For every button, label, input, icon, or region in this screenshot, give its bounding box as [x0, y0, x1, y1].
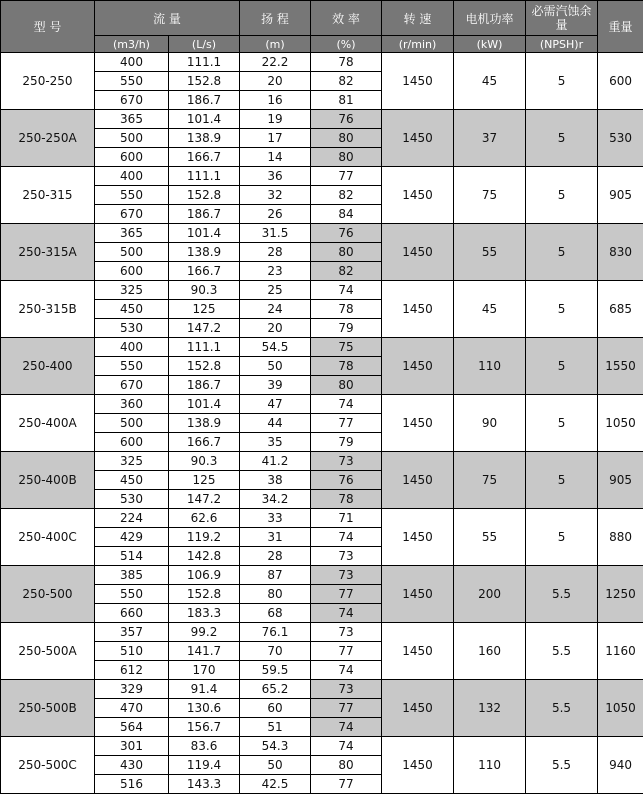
- flow-ls-cell: 125: [169, 300, 240, 319]
- unit-npsh: (NPSH)r: [526, 36, 598, 53]
- speed-cell: 1450: [382, 452, 454, 509]
- efficiency-cell: 73: [311, 566, 382, 585]
- model-cell: 250-500: [1, 566, 95, 623]
- table-row: [1, 566, 643, 585]
- head-cell: 41.2: [240, 452, 311, 471]
- flow-m3h-cell: 500: [95, 414, 169, 433]
- table-row: [1, 680, 643, 699]
- head-cell: 39: [240, 376, 311, 395]
- flow-m3h-cell: 301: [95, 737, 169, 756]
- efficiency-cell: 77: [311, 642, 382, 661]
- head-cell: 16: [240, 91, 311, 110]
- flow-m3h-cell: 550: [95, 186, 169, 205]
- efficiency-cell: 77: [311, 775, 382, 794]
- efficiency-cell: 78: [311, 357, 382, 376]
- head-cell: 42.5: [240, 775, 311, 794]
- flow-ls-cell: 119.2: [169, 528, 240, 547]
- flow-m3h-cell: 450: [95, 471, 169, 490]
- flow-ls-cell: 147.2: [169, 319, 240, 338]
- npsh-cell: 5: [526, 509, 598, 566]
- model-cell: 250-250: [1, 53, 95, 110]
- npsh-cell: 5.5: [526, 737, 598, 794]
- model-cell: 250-400: [1, 338, 95, 395]
- flow-m3h-cell: 400: [95, 53, 169, 72]
- head-cell: 47: [240, 395, 311, 414]
- flow-ls-cell: 156.7: [169, 718, 240, 737]
- efficiency-cell: 77: [311, 585, 382, 604]
- npsh-cell: 5: [526, 452, 598, 509]
- unit-row: [1, 36, 643, 53]
- flow-m3h-cell: 514: [95, 547, 169, 566]
- flow-m3h-cell: 357: [95, 623, 169, 642]
- flow-m3h-cell: 224: [95, 509, 169, 528]
- header-row: [1, 1, 643, 36]
- weight-cell: 1050: [598, 395, 643, 452]
- efficiency-cell: 82: [311, 186, 382, 205]
- weight-cell: 940: [598, 737, 643, 794]
- speed-cell: 1450: [382, 110, 454, 167]
- efficiency-cell: 75: [311, 338, 382, 357]
- model-cell: 250-500A: [1, 623, 95, 680]
- efficiency-cell: 79: [311, 319, 382, 338]
- flow-m3h-cell: 600: [95, 148, 169, 167]
- power-cell: 200: [454, 566, 526, 623]
- efficiency-cell: 82: [311, 72, 382, 91]
- flow-ls-cell: 130.6: [169, 699, 240, 718]
- flow-ls-cell: 111.1: [169, 167, 240, 186]
- efficiency-cell: 74: [311, 604, 382, 623]
- efficiency-cell: 71: [311, 509, 382, 528]
- unit-head: (m): [240, 36, 311, 53]
- head-cell: 60: [240, 699, 311, 718]
- head-cell: 65.2: [240, 680, 311, 699]
- head-cell: 14: [240, 148, 311, 167]
- flow-m3h-cell: 516: [95, 775, 169, 794]
- model-cell: 250-315B: [1, 281, 95, 338]
- npsh-cell: 5: [526, 281, 598, 338]
- power-cell: 37: [454, 110, 526, 167]
- speed-cell: 1450: [382, 338, 454, 395]
- model-cell: 250-315A: [1, 224, 95, 281]
- flow-m3h-cell: 600: [95, 262, 169, 281]
- head-cell: 31: [240, 528, 311, 547]
- header-speed: 转 速: [382, 1, 454, 36]
- head-cell: 51: [240, 718, 311, 737]
- npsh-cell: 5.5: [526, 566, 598, 623]
- flow-m3h-cell: 564: [95, 718, 169, 737]
- efficiency-cell: 74: [311, 661, 382, 680]
- weight-cell: 830: [598, 224, 643, 281]
- power-cell: 55: [454, 509, 526, 566]
- flow-ls-cell: 62.6: [169, 509, 240, 528]
- table-row: [1, 281, 643, 300]
- flow-m3h-cell: 385: [95, 566, 169, 585]
- weight-cell: 880: [598, 509, 643, 566]
- model-cell: 250-500C: [1, 737, 95, 794]
- flow-m3h-cell: 550: [95, 72, 169, 91]
- weight-cell: 905: [598, 452, 643, 509]
- head-cell: 50: [240, 756, 311, 775]
- model-cell: 250-500B: [1, 680, 95, 737]
- speed-cell: 1450: [382, 509, 454, 566]
- flow-m3h-cell: 430: [95, 756, 169, 775]
- header-weight: 重量: [598, 1, 643, 53]
- head-cell: 76.1: [240, 623, 311, 642]
- speed-cell: 1450: [382, 167, 454, 224]
- flow-m3h-cell: 329: [95, 680, 169, 699]
- flow-m3h-cell: 550: [95, 357, 169, 376]
- speed-cell: 1450: [382, 224, 454, 281]
- flow-m3h-cell: 365: [95, 110, 169, 129]
- unit-speed: (r/min): [382, 36, 454, 53]
- header-efficiency: 效 率: [311, 1, 382, 36]
- head-cell: 17: [240, 129, 311, 148]
- table-row: [1, 338, 643, 357]
- head-cell: 26: [240, 205, 311, 224]
- speed-cell: 1450: [382, 395, 454, 452]
- flow-ls-cell: 166.7: [169, 262, 240, 281]
- flow-m3h-cell: 660: [95, 604, 169, 623]
- flow-ls-cell: 142.8: [169, 547, 240, 566]
- flow-m3h-cell: 600: [95, 433, 169, 452]
- model-cell: 250-250A: [1, 110, 95, 167]
- flow-ls-cell: 143.3: [169, 775, 240, 794]
- efficiency-cell: 78: [311, 53, 382, 72]
- power-cell: 90: [454, 395, 526, 452]
- flow-m3h-cell: 530: [95, 490, 169, 509]
- head-cell: 68: [240, 604, 311, 623]
- head-cell: 38: [240, 471, 311, 490]
- efficiency-cell: 80: [311, 243, 382, 262]
- flow-m3h-cell: 360: [95, 395, 169, 414]
- unit-flow-m3h: (m3/h): [95, 36, 169, 53]
- head-cell: 19: [240, 110, 311, 129]
- model-cell: 250-400C: [1, 509, 95, 566]
- header-head: 扬 程: [240, 1, 311, 36]
- flow-m3h-cell: 612: [95, 661, 169, 680]
- flow-m3h-cell: 670: [95, 91, 169, 110]
- npsh-cell: 5: [526, 224, 598, 281]
- speed-cell: 1450: [382, 53, 454, 110]
- flow-ls-cell: 152.8: [169, 72, 240, 91]
- flow-m3h-cell: 530: [95, 319, 169, 338]
- head-cell: 22.2: [240, 53, 311, 72]
- weight-cell: 600: [598, 53, 643, 110]
- efficiency-cell: 76: [311, 224, 382, 243]
- power-cell: 160: [454, 623, 526, 680]
- flow-ls-cell: 170: [169, 661, 240, 680]
- npsh-cell: 5.5: [526, 623, 598, 680]
- power-cell: 75: [454, 452, 526, 509]
- flow-m3h-cell: 670: [95, 376, 169, 395]
- table-row: [1, 623, 643, 642]
- efficiency-cell: 73: [311, 547, 382, 566]
- head-cell: 31.5: [240, 224, 311, 243]
- flow-ls-cell: 138.9: [169, 243, 240, 262]
- power-cell: 55: [454, 224, 526, 281]
- flow-m3h-cell: 400: [95, 167, 169, 186]
- flow-ls-cell: 152.8: [169, 357, 240, 376]
- unit-power: (kW): [454, 36, 526, 53]
- head-cell: 70: [240, 642, 311, 661]
- efficiency-cell: 74: [311, 281, 382, 300]
- flow-ls-cell: 101.4: [169, 395, 240, 414]
- power-cell: 110: [454, 737, 526, 794]
- efficiency-cell: 80: [311, 129, 382, 148]
- npsh-cell: 5: [526, 395, 598, 452]
- speed-cell: 1450: [382, 680, 454, 737]
- flow-m3h-cell: 365: [95, 224, 169, 243]
- head-cell: 87: [240, 566, 311, 585]
- npsh-cell: 5.5: [526, 680, 598, 737]
- head-cell: 23: [240, 262, 311, 281]
- speed-cell: 1450: [382, 623, 454, 680]
- flow-m3h-cell: 325: [95, 281, 169, 300]
- head-cell: 35: [240, 433, 311, 452]
- efficiency-cell: 73: [311, 452, 382, 471]
- head-cell: 44: [240, 414, 311, 433]
- flow-ls-cell: 106.9: [169, 566, 240, 585]
- flow-ls-cell: 183.3: [169, 604, 240, 623]
- table-row: [1, 452, 643, 471]
- head-cell: 20: [240, 72, 311, 91]
- efficiency-cell: 80: [311, 756, 382, 775]
- flow-ls-cell: 152.8: [169, 585, 240, 604]
- efficiency-cell: 74: [311, 737, 382, 756]
- flow-ls-cell: 83.6: [169, 737, 240, 756]
- efficiency-cell: 77: [311, 167, 382, 186]
- table-row: [1, 110, 643, 129]
- flow-ls-cell: 90.3: [169, 452, 240, 471]
- efficiency-cell: 79: [311, 433, 382, 452]
- flow-m3h-cell: 429: [95, 528, 169, 547]
- flow-m3h-cell: 470: [95, 699, 169, 718]
- header-flow: 流 量: [95, 1, 240, 36]
- header-model: 型 号: [1, 1, 95, 53]
- header-npsh: 必需汽蚀余量: [526, 1, 598, 36]
- power-cell: 45: [454, 281, 526, 338]
- efficiency-cell: 81: [311, 91, 382, 110]
- weight-cell: 905: [598, 167, 643, 224]
- flow-m3h-cell: 670: [95, 205, 169, 224]
- flow-ls-cell: 141.7: [169, 642, 240, 661]
- efficiency-cell: 77: [311, 699, 382, 718]
- efficiency-cell: 74: [311, 528, 382, 547]
- efficiency-cell: 76: [311, 110, 382, 129]
- head-cell: 24: [240, 300, 311, 319]
- flow-ls-cell: 119.4: [169, 756, 240, 775]
- head-cell: 25: [240, 281, 311, 300]
- flow-m3h-cell: 450: [95, 300, 169, 319]
- table-row: [1, 224, 643, 243]
- flow-ls-cell: 125: [169, 471, 240, 490]
- flow-ls-cell: 111.1: [169, 338, 240, 357]
- flow-ls-cell: 91.4: [169, 680, 240, 699]
- flow-ls-cell: 152.8: [169, 186, 240, 205]
- table-row: [1, 167, 643, 186]
- head-cell: 28: [240, 547, 311, 566]
- power-cell: 110: [454, 338, 526, 395]
- power-cell: 45: [454, 53, 526, 110]
- efficiency-cell: 80: [311, 148, 382, 167]
- table-row: [1, 737, 643, 756]
- npsh-cell: 5: [526, 53, 598, 110]
- efficiency-cell: 84: [311, 205, 382, 224]
- efficiency-cell: 74: [311, 718, 382, 737]
- flow-ls-cell: 111.1: [169, 53, 240, 72]
- power-cell: 75: [454, 167, 526, 224]
- table-row: [1, 395, 643, 414]
- weight-cell: 1050: [598, 680, 643, 737]
- head-cell: 28: [240, 243, 311, 262]
- flow-ls-cell: 166.7: [169, 433, 240, 452]
- flow-ls-cell: 99.2: [169, 623, 240, 642]
- head-cell: 33: [240, 509, 311, 528]
- flow-ls-cell: 101.4: [169, 224, 240, 243]
- efficiency-cell: 78: [311, 490, 382, 509]
- flow-ls-cell: 147.2: [169, 490, 240, 509]
- model-cell: 250-315: [1, 167, 95, 224]
- weight-cell: 1160: [598, 623, 643, 680]
- flow-ls-cell: 186.7: [169, 91, 240, 110]
- efficiency-cell: 78: [311, 300, 382, 319]
- npsh-cell: 5: [526, 110, 598, 167]
- efficiency-cell: 74: [311, 395, 382, 414]
- table-row: [1, 53, 643, 72]
- weight-cell: 530: [598, 110, 643, 167]
- speed-cell: 1450: [382, 281, 454, 338]
- head-cell: 34.2: [240, 490, 311, 509]
- flow-m3h-cell: 325: [95, 452, 169, 471]
- unit-efficiency: (%): [311, 36, 382, 53]
- weight-cell: 1550: [598, 338, 643, 395]
- flow-m3h-cell: 550: [95, 585, 169, 604]
- npsh-cell: 5: [526, 338, 598, 395]
- head-cell: 32: [240, 186, 311, 205]
- head-cell: 59.5: [240, 661, 311, 680]
- flow-ls-cell: 138.9: [169, 414, 240, 433]
- flow-ls-cell: 186.7: [169, 376, 240, 395]
- efficiency-cell: 80: [311, 376, 382, 395]
- flow-ls-cell: 90.3: [169, 281, 240, 300]
- head-cell: 50: [240, 357, 311, 376]
- speed-cell: 1450: [382, 737, 454, 794]
- head-cell: 20: [240, 319, 311, 338]
- efficiency-cell: 73: [311, 680, 382, 699]
- weight-cell: 685: [598, 281, 643, 338]
- flow-ls-cell: 138.9: [169, 129, 240, 148]
- efficiency-cell: 73: [311, 623, 382, 642]
- model-cell: 250-400A: [1, 395, 95, 452]
- speed-cell: 1450: [382, 566, 454, 623]
- table-row: [1, 509, 643, 528]
- npsh-cell: 5: [526, 167, 598, 224]
- efficiency-cell: 77: [311, 414, 382, 433]
- unit-flow-ls: (L/s): [169, 36, 240, 53]
- flow-m3h-cell: 500: [95, 243, 169, 262]
- model-cell: 250-400B: [1, 452, 95, 509]
- weight-cell: 1250: [598, 566, 643, 623]
- flow-m3h-cell: 510: [95, 642, 169, 661]
- flow-ls-cell: 166.7: [169, 148, 240, 167]
- flow-ls-cell: 186.7: [169, 205, 240, 224]
- power-cell: 132: [454, 680, 526, 737]
- head-cell: 54.5: [240, 338, 311, 357]
- head-cell: 36: [240, 167, 311, 186]
- efficiency-cell: 76: [311, 471, 382, 490]
- header-power: 电机功率: [454, 1, 526, 36]
- flow-m3h-cell: 400: [95, 338, 169, 357]
- head-cell: 80: [240, 585, 311, 604]
- flow-m3h-cell: 500: [95, 129, 169, 148]
- efficiency-cell: 82: [311, 262, 382, 281]
- head-cell: 54.3: [240, 737, 311, 756]
- flow-ls-cell: 101.4: [169, 110, 240, 129]
